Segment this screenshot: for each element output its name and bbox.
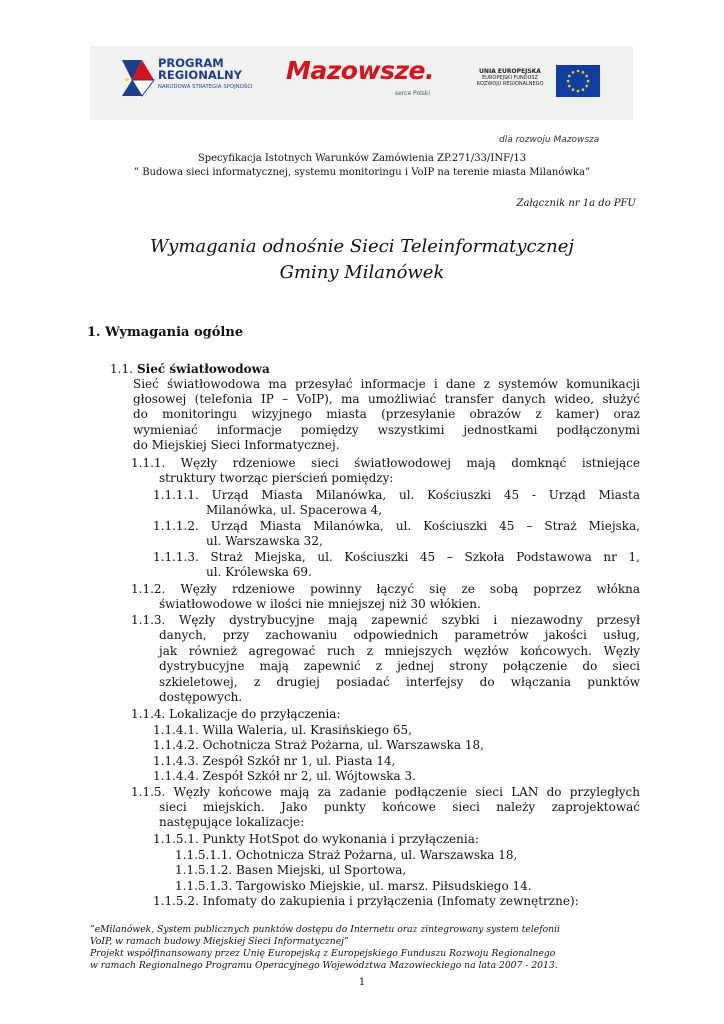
eu-logo-line3: ROZWOJU REGIONALNEGO [476, 81, 544, 87]
page-title [80, 234, 644, 286]
title-line-1: Wymagania odnośnie Sieci Teleinformatycznej [150, 236, 574, 257]
list-item-continuation: sieci miejskich. Jako punkty końcowe sieci należy zaprojektować [159, 800, 640, 814]
list-item-continuation: Milanówka, ul. Spacerowa 4, [206, 503, 383, 517]
paragraph-line: do monitoringu wizyjnego miasta (przesyłanie obrazów z kamer) oraz [133, 407, 640, 421]
spec-line-1: Specyfikacja Istotnych Warunków Zamówienia ZP.271/33/INF/13 [197, 153, 527, 164]
list-item: 1.1.2. Węzły rdzeniowe powinny łączyć się ze sobą poprzez włókna [131, 582, 640, 596]
list-item: 1.1.5.1.2. Basen Miejski, ul Sportowa, [175, 863, 407, 877]
page-footer [90, 924, 634, 972]
logo-banner [90, 46, 633, 120]
list-item-continuation: ul. Królewska 69. [206, 565, 312, 579]
footer-line: ”eMilanówek, System publicznych punktów dostępu do Internetu oraz zintegrowany system telefonii [90, 924, 560, 935]
list-item: 1.1.4.3. Zespół Szkół nr 1, ul. Piasta 14, [153, 754, 396, 768]
mazowsze-logo: Mazowsze. [286, 56, 434, 85]
list-item: 1.1.3. Węzły dystrybucyjne mają zapewnić szybki i niezawodny przesył [131, 613, 640, 627]
paragraph-line: głosowej (telefonia IP – VoIP), ma umożliwiać transfer danych wideo, służyć [133, 392, 640, 406]
paragraph-line: Sieć światłowodowa ma przesyłać informacje i dane z systemów komunikacji [133, 377, 640, 391]
list-item-continuation: struktury tworząc pierścień pomiędzy: [159, 471, 394, 485]
list-item: 1.1.5. Węzły końcowe mają za zadanie podłączenie sieci LAN do przyległych [131, 785, 640, 799]
paragraph-line: wymieniać informacje pomiędzy wszystkimi jednostkami podłączonymi [133, 423, 640, 437]
list-item-continuation: światłowodowe w ilości nie mniejszej niż 30 włókien. [159, 597, 481, 611]
list-item-continuation: dostępowych. [159, 690, 243, 704]
program-regionalny-title [158, 57, 242, 81]
program-regionalny-logo-icon [120, 58, 156, 98]
list-item: 1.1.1.2. Urząd Miasta Milanówka, ul. Kościuszki 45 – Straż Miejska, [153, 519, 640, 533]
mazowsze-logo-subtitle: serce Polski [395, 90, 431, 97]
program-logo-line2: REGIONALNY [158, 68, 243, 82]
section-heading: 1. Wymagania ogólne [87, 325, 244, 340]
eu-flag-icon [556, 65, 600, 97]
list-item: 1.1.4.2. Ochotnicza Straż Pożarna, ul. Warszawska 18, [153, 738, 484, 752]
list-item-continuation: jak również agregować ruch z mniejszych węzłów końcowych. Węzły [159, 644, 640, 658]
eu-logo-text [469, 69, 551, 87]
footer-line: VoIP, w ramach budowy Miejskiej Sieci Informatycznej” [90, 936, 349, 947]
list-item: 1.1.1.1. Urząd Miasta Milanówka, ul. Kościuszki 45 - Urząd Miasta [153, 488, 640, 502]
list-item-continuation: dystrybucyjne mają zapewnić z jednej strony połączenie do sieci [159, 659, 640, 673]
subsection-number: 1.1. [110, 362, 133, 376]
list-item: 1.1.4. Lokalizacje do przyłączenia: [131, 707, 341, 721]
list-item-continuation: ul. Warszawska 32, [206, 534, 323, 548]
list-item: 1.1.1. Węzły rdzeniowe sieci światłowodowej mają domknąć istniejące [131, 456, 640, 470]
list-item: 1.1.4.1. Willa Waleria, ul. Krasińskiego 65, [153, 723, 412, 737]
list-item: 1.1.5.1.1. Ochotnicza Straż Pożarna, ul. Warszawska 18, [175, 848, 518, 862]
page-number: 1 [358, 977, 366, 988]
attachment-label: Załącznik nr 1a do PFU [516, 198, 636, 209]
list-item-continuation: następujące lokalizacje: [159, 815, 305, 829]
list-item: 1.1.5.1. Punkty HotSpot do wykonania i przyłączenia: [153, 832, 479, 846]
eu-logo-line1: UNIA EUROPEJSKA [479, 68, 541, 75]
subsection-title: Sieć światłowodowa [137, 362, 270, 376]
footer-line: w ramach Regionalnego Programu Operacyjnego Województwa Mazowieckiego na lata 2007 - 2013. [90, 960, 558, 971]
eu-logo-line2: EUROPEJSKI FUNDUSZ [482, 75, 538, 81]
paragraph-line: do Miejskiej Sieci Informatycznej. [133, 438, 340, 452]
tagline: dla rozwoju Mazowsza [499, 135, 600, 145]
list-item: 1.1.5.2. Infomaty do zakupienia i przyłączenia (Infomaty zewnętrzne): [153, 894, 579, 908]
list-item: 1.1.4.4. Zespół Szkół nr 2, ul. Wójtowska 3. [153, 769, 416, 783]
list-item-continuation: danych, przy zachowaniu odpowiednich parametrów jakości usług, [159, 628, 640, 642]
title-line-2: Gminy Milanówek [279, 262, 445, 283]
spec-line-2: ” Budowa sieci informatycznej, systemu monitoringu i VoIP na terenie miasta Milanówka” [133, 167, 591, 178]
program-logo-subtitle: NARODOWA STRATEGIA SPÓJNOŚCI [158, 84, 253, 90]
program-logo-line1: PROGRAM [158, 56, 224, 70]
footer-line: Projekt współfinansowany przez Unię Europejską z Europejskiego Funduszu Rozwoju Regionalnego [90, 948, 556, 959]
list-item: 1.1.1.3. Straż Miejska, ul. Kościuszki 45 – Szkoła Podstawowa nr 1, [153, 550, 640, 564]
list-item: 1.1.5.1.3. Targowisko Miejskie, ul. marsz. Piłsudskiego 14. [175, 879, 532, 893]
list-item-continuation: szkieletowej, z drugiej posiadać interfejsy do włączania punktów [159, 675, 640, 689]
